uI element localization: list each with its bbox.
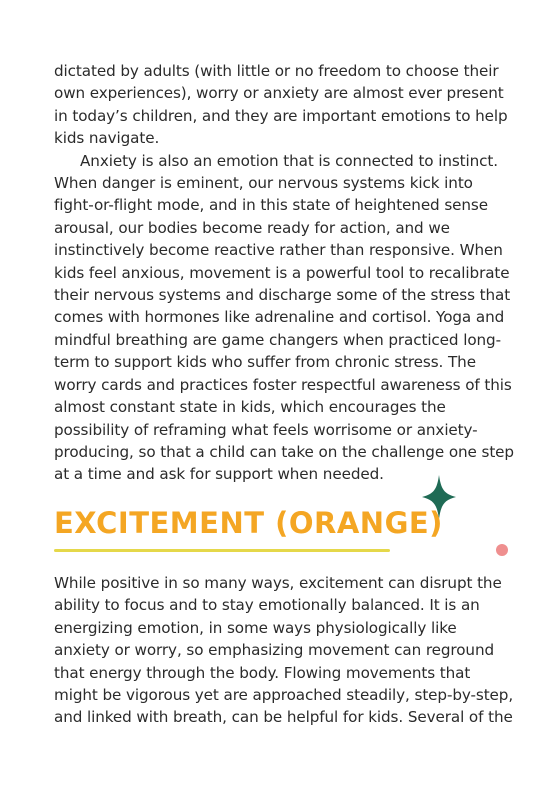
dot-icon (496, 544, 508, 556)
paragraph-anxiety: Anxiety is also an emotion that is connected to instinct. When danger is eminent, our nervous systems kick into fight-or-flight mode, and in this state of heightened sense arousal, our bodies become ready for action, and we instinctively become reactive rather than responsive. When kids feel anxious, movement is a powerful tool to recalibrate their nervous systems and discharge some of the stress that comes with hormones like adrenaline and cortisol. Yoga and mindful breathing are game changers when practiced long-term to support kids who suffer from chronic stress. The worry cards and practices foster respectful awareness of this almost constant state in kids, which encourages the possibility of reframing what feels worrisome or anxiety-producing, so that a child can take on the challenge one step at a time and ask for support when needed. (54, 151, 514, 484)
paragraph-continued: dictated by adults (with little or no freedom to choose their own experiences), worry or anxiety are almost ever present in today’s children, and they are important emotions to help kids navigate. (54, 62, 508, 148)
page-text-top (54, 60, 516, 486)
page-text-bottom (54, 572, 516, 729)
paragraph-excitement: While positive in so many ways, excitement can disrupt the ability to focus and to stay emotionally balanced. It is an energizing emotion, in some ways physiologically like anxiety or worry, so emphasizing movement can reground that energy through the body. Flowing movements that might be vigorous yet are approached steadily, step-by-step, and linked with breath, can be helpful for kids. Several of the (54, 574, 514, 727)
heading-underline (54, 549, 390, 552)
section-heading: EXCITEMENT (ORANGE) (54, 506, 443, 540)
